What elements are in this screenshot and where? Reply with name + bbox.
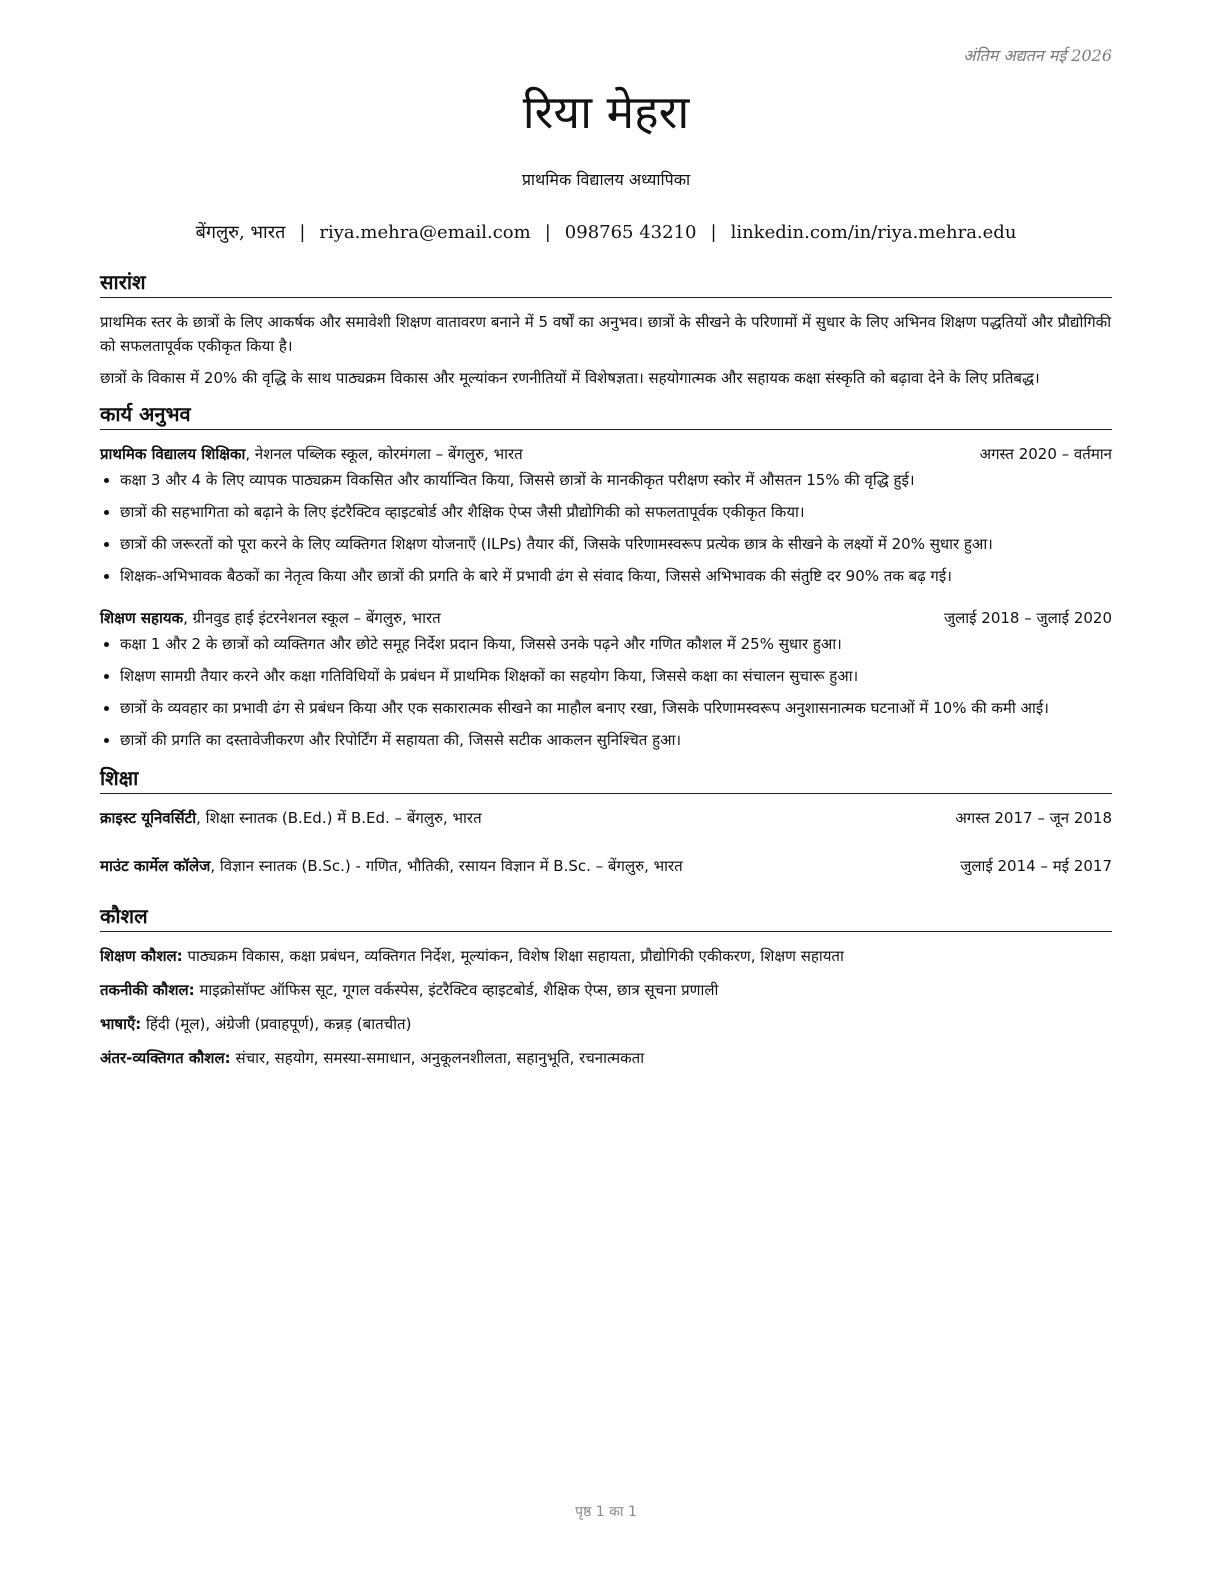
job-date: जुलाई 2018 – जुलाई 2020 — [943, 609, 1112, 627]
job-bullets — [100, 632, 1112, 752]
contact-phone[interactable]: 098765 43210 — [564, 222, 697, 243]
education-entry — [100, 854, 1112, 878]
job-header — [100, 606, 1112, 630]
contact-location: बेंगलुरु, भारत — [195, 222, 286, 243]
summary-paragraph: छात्रों के विकास में 20% की वृद्धि के साथ पाठ्यक्रम विकास और मूल्यांकन रणनीतियों में विशेषज्ञता। सहयोगात्मक और सहायक कक्षा संस्कृति को बढ़ावा देने के लिए प्रतिबद्ध। — [100, 369, 1040, 387]
skill-label: शिक्षण कौशल: — [100, 947, 183, 965]
job-bullets — [100, 468, 1112, 588]
skill-label: भाषाएँ: — [100, 1015, 142, 1033]
skill-label: अंतर-व्यक्तिगत कौशल: — [100, 1049, 231, 1067]
education-date: जुलाई 2014 – मई 2017 — [960, 857, 1112, 875]
resume-page — [100, 0, 1112, 1584]
bullet-item: • छात्रों की जरूरतों को पूरा करने के लिए व्यक्तिगत शिक्षण योजनाएँ (ILPs) तैयार कीं, जिसके परिणामस्वरूप प्रत्येक छात्र के सीखने के लक्ष्यों में 20% सुधार हुआ। — [120, 532, 1112, 556]
section-title-education: शिक्षा — [100, 764, 1112, 794]
last-updated: अंतिम अद्यतन मई 2026 — [963, 46, 1112, 65]
contact-separator: | — [710, 222, 717, 243]
skill-label: तकनीकी कौशल: — [100, 981, 195, 999]
bullet-item: • छात्रों की प्रगति का दस्तावेजीकरण और रिपोर्टिंग में सहायता की, जिससे सटीक आकलन सुनिश्चित हुआ। — [120, 728, 1112, 752]
skill-value: हिंदी (मूल), अंग्रेजी (प्रवाहपूर्ण), कन्नड़ (बातचीत) — [141, 1015, 412, 1033]
contact-email[interactable]: riya.mehra@email.com — [319, 222, 531, 243]
skill-line — [100, 1046, 1112, 1070]
skill-line — [100, 978, 1112, 1002]
job-organization: , ग्रीनवुड हाई इंटरनेशनल स्कूल – बेंगलुरु, भारत — [183, 609, 441, 627]
skill-value: माइक्रोसॉफ्ट ऑफिस सूट, गूगल वर्कस्पेस, इंटरैक्टिव व्हाइटबोर्ड, शैक्षिक ऐप्स, छात्र सूचना प्रणाली — [194, 981, 719, 999]
contact-linkedin[interactable]: linkedin.com/in/riya.mehra.edu — [730, 222, 1017, 243]
job-entry — [100, 442, 1112, 588]
skill-line — [100, 1012, 1112, 1036]
contact-separator: | — [299, 222, 306, 243]
job-organization: , नेशनल पब्लिक स्कूल, कोरमंगला – बेंगलुरु, भारत — [245, 445, 523, 463]
skill-line — [100, 944, 1112, 968]
skill-value: संचार, सहयोग, समस्या-समाधान, अनुकूलनशीलता, सहानुभूति, रचनात्मकता — [230, 1049, 645, 1067]
section-title-summary: सारांश — [100, 268, 1112, 298]
education-date: अगस्त 2017 – जून 2018 — [955, 809, 1112, 827]
job-entry — [100, 606, 1112, 752]
education-institution: क्राइस्ट यूनिवर्सिटी — [100, 809, 197, 827]
job-date: अगस्त 2020 – वर्तमान — [979, 445, 1112, 463]
job-role: शिक्षण सहायक — [100, 609, 184, 627]
job-header — [100, 442, 1112, 466]
contact-separator: | — [544, 222, 551, 243]
job-role: प्राथमिक विद्यालय शिक्षिका — [100, 445, 246, 463]
resume-content — [100, 268, 1112, 1080]
experience-section — [100, 400, 1112, 752]
education-section — [100, 764, 1112, 878]
bullet-item: • कक्षा 3 और 4 के लिए व्यापक पाठ्यक्रम विकसित और कार्यान्वित किया, जिससे छात्रों के मानकीकृत परीक्षण स्कोर में औसतन 15% की वृद्धि हुई। — [120, 468, 1112, 492]
bullet-item: • शिक्षक-अभिभावक बैठकों का नेतृत्व किया और छात्रों की प्रगति के बारे में प्रभावी ढंग से संवाद किया, जिससे अभिभावक की संतुष्टि दर 90% तक बढ़ गई। — [120, 564, 1112, 588]
education-detail: , विज्ञान स्नातक (B.Sc.) - गणित, भौतिकी, रसायन विज्ञान में B.Sc. – बेंगलुरु, भारत — [210, 857, 683, 875]
bullet-item: • छात्रों के व्यवहार का प्रभावी ढंग से प्रबंधन किया और एक सकारात्मक सीखने का माहौल बनाए रखा, जिसके परिणामस्वरूप अनुशासनात्मक घटनाओं में 10% की कमी आई। — [120, 696, 1112, 720]
summary-paragraph: प्राथमिक स्तर के छात्रों के लिए आकर्षक और समावेशी शिक्षण वातावरण बनाने में 5 वर्षों का अनुभव। छात्रों के सीखने के परिणामों में सुधार के लिए अभिनव शिक्षण पद्धतियों और प्रौद्योगिकी को सफलतापूर्वक एकीकृत किया है। — [100, 313, 1112, 355]
bullet-item: • कक्षा 1 और 2 के छात्रों को व्यक्तिगत और छोटे समूह निर्देश प्रदान किया, जिससे उनके पढ़ने और गणित कौशल में 25% सुधार हुआ। — [120, 632, 1112, 656]
summary-section — [100, 268, 1112, 390]
skills-section — [100, 902, 1112, 1070]
education-entry — [100, 806, 1112, 830]
contact-line — [100, 220, 1112, 244]
job-title: प्राथमिक विद्यालय अध्यापिका — [521, 170, 691, 189]
bullet-item: • छात्रों की सहभागिता को बढ़ाने के लिए इंटरैक्टिव व्हाइटबोर्ड और शैक्षिक ऐप्स जैसी प्रौद्योगिकी को सफलतापूर्वक एकीकृत किया। — [120, 500, 1112, 524]
education-institution: माउंट कार्मेल कॉलेज — [100, 857, 211, 875]
skill-value: पाठ्यक्रम विकास, कक्षा प्रबंधन, व्यक्तिगत निर्देश, मूल्यांकन, विशेष शिक्षा सहायता, प्रौद्योगिकी एकीकरण, शिक्षण सहायता — [182, 947, 844, 965]
bullet-item: • शिक्षण सामग्री तैयार करने और कक्षा गतिविधियों के प्रबंधन में प्राथमिक शिक्षकों का सहयोग किया, जिससे कक्षा का संचालन सुचारू हुआ। — [120, 664, 1112, 688]
page-number: पृष्ठ 1 का 1 — [575, 1504, 637, 1520]
education-detail: , शिक्षा स्नातक (B.Ed.) में B.Ed. – बेंगलुरु, भारत — [196, 809, 482, 827]
section-title-skills: कौशल — [100, 902, 1112, 932]
candidate-name: रिया मेहरा — [522, 85, 690, 139]
section-title-experience: कार्य अनुभव — [100, 400, 1112, 430]
